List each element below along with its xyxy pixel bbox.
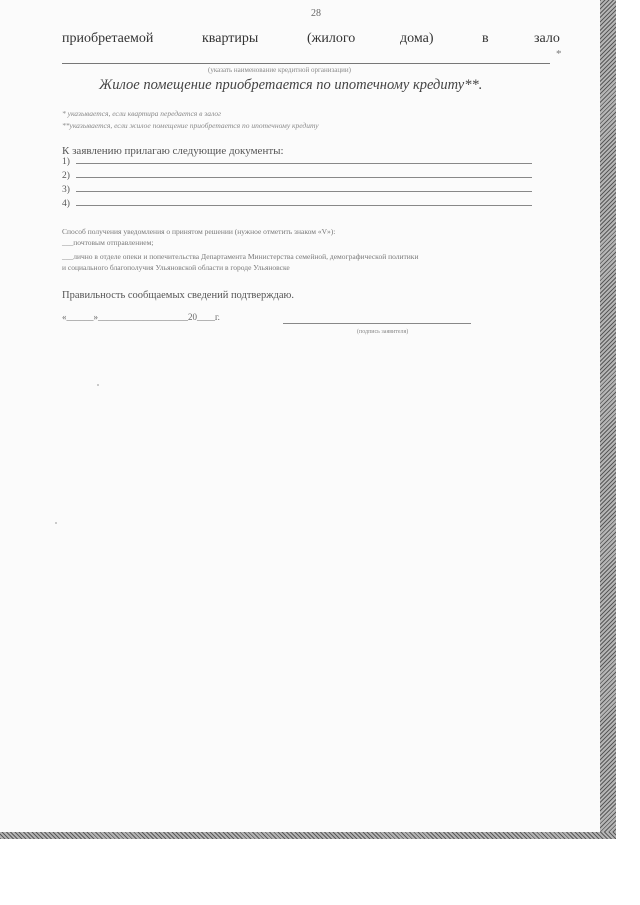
scan-speck (55, 522, 57, 524)
notification-option-mail: ___почтовым отправлением; (62, 238, 154, 247)
signature-caption: (подпись заявителя) (357, 329, 409, 335)
date-line: «______»____________________20____г. (62, 312, 220, 322)
scan-edge-right (600, 0, 616, 838)
line1-word-5: в (482, 31, 489, 46)
line1-footnote-mark: * (556, 48, 562, 60)
document-line-1-number: 1) (62, 157, 70, 167)
attachments-heading: К заявлению прилагаю следующие документы: (62, 145, 284, 157)
document-line-2 (62, 171, 532, 181)
notification-option-in-person-cont: и социального благополучия Ульяновской области в городе Ульяновске (62, 263, 290, 272)
line1-word-6: зало (534, 31, 560, 46)
document-line-2-number: 2) (62, 171, 70, 181)
notification-heading: Способ получения уведомления о принятом решении (нужное отметить знаком «V»): (62, 227, 336, 236)
document-line-4 (62, 199, 532, 209)
document-line-3 (62, 185, 532, 195)
line1-word-1: приобретаемой (62, 31, 154, 46)
page-number: 28 (311, 8, 321, 19)
bank-name-line (62, 63, 550, 64)
signature-line (283, 323, 471, 324)
confirmation-text: Правильность сообщаемых сведений подтверждаю. (62, 290, 294, 301)
document-line-1 (62, 157, 532, 167)
line1-word-2: квартиры (202, 31, 259, 46)
scan-edge-bottom (0, 832, 616, 839)
notification-option-in-person: ___лично в отделе опеки и попечительства Департамента Министерства семейной, демографической политики (62, 252, 419, 261)
mortgage-statement: Жилое помещение приобретается по ипотечному кредиту**. (99, 77, 483, 93)
document-line-4-number: 4) (62, 199, 70, 209)
document-line-3-number: 3) (62, 185, 70, 195)
line1-word-4: дома) (400, 31, 434, 46)
bank-hint: (указать наименование кредитной организации) (208, 66, 351, 74)
line1-word-3: (жилого (307, 31, 356, 46)
footnote-2: **указывается, если жилое помещение приобретается по ипотечному кредиту (62, 121, 319, 130)
scan-speck (97, 384, 99, 386)
footnote-1: * указывается, если квартира передается в залог (62, 109, 222, 118)
